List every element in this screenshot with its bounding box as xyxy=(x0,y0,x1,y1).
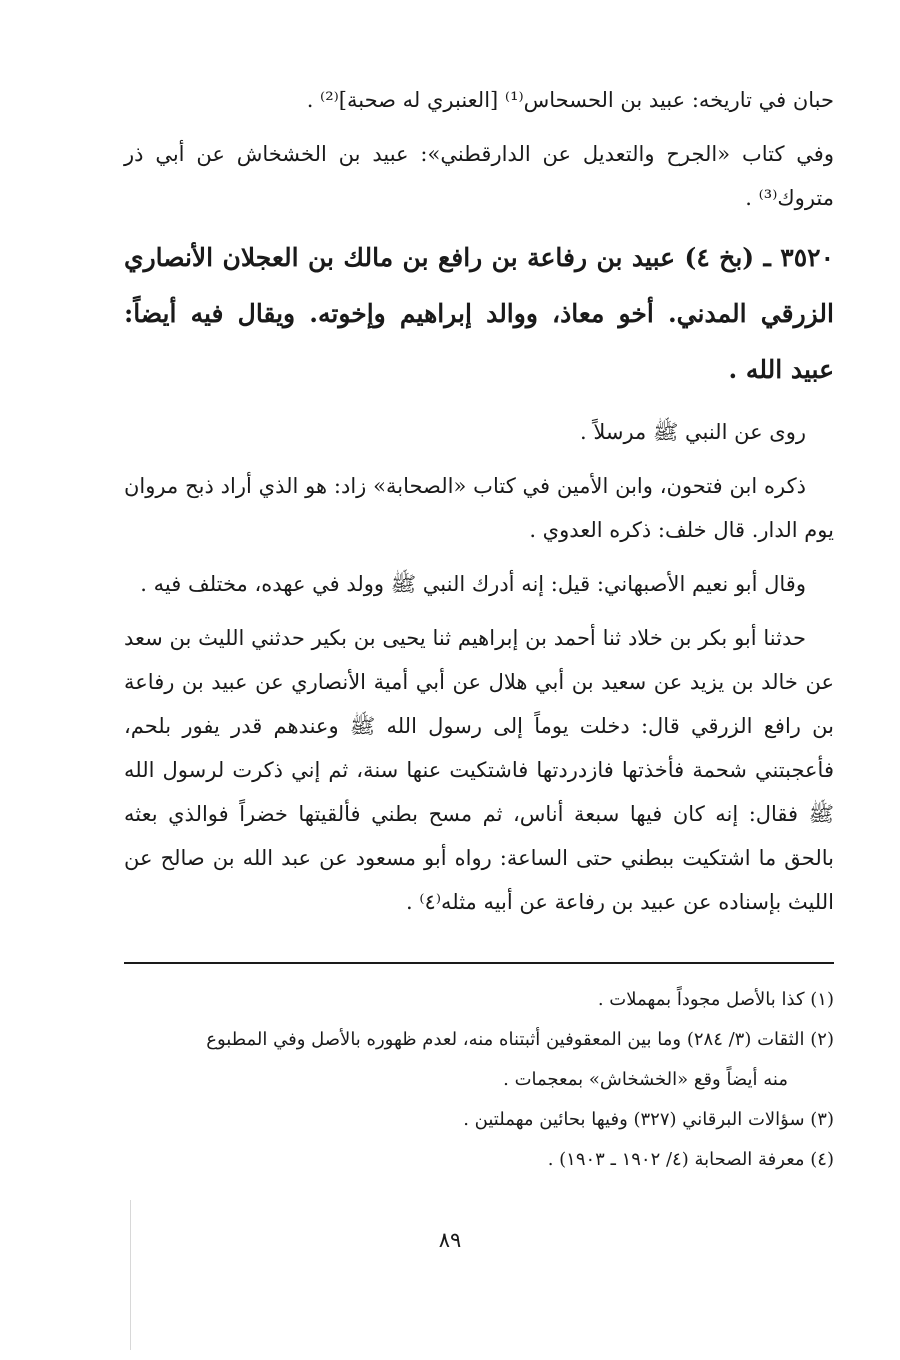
footnote-1: (١) كذا بالأصل مجوداً بمهملات . xyxy=(597,989,834,1010)
scan-edge-line xyxy=(130,1200,131,1350)
entry-heading: ٣٥٢٠ ـ (بخ ٤) عبيد بن رفاعة بن رافع بن مالك بن العجلان الأنصاري الزرقي المدني. أخو معاذ، ووالد إبراهيم وإخوته. ويقال فيه أيضاً: عبيد الله . xyxy=(124,243,835,384)
paragraph-ibn-fathun: ذكره ابن فتحون، وابن الأمين في كتاب «الصحابة» زاد: هو الذي أراد ذبح مروان يوم الدار. قال خلف: ذكره العدوي . xyxy=(124,474,834,542)
paragraph-abu-nuaym: وقال أبو نعيم الأصبهاني: قيل: إنه أدرك النبي ﷺ وولد في عهده، مختلف فيه . xyxy=(140,572,806,596)
page-number: ٨٩ xyxy=(438,1228,462,1252)
paragraph-hibban: حبان في تاريخه: عبيد بن الحسحاس⁽¹⁾ [العنبري له صحبة]⁽²⁾ . xyxy=(306,88,834,112)
paragraph-hadith: حدثنا أبو بكر بن خلاد ثنا أحمد بن إبراهيم ثنا يحيى بن بكير حدثني الليث بن سعد عن خالد بن يزيد عن سعيد بن أبي هلال عن أبي أمية الأنصاري عن عبيد بن رفاعة بن رافع الزرقي قال: دخلت يوماً إلى رسول الله ﷺ وعندهم قدر يفور بلحم، فأعجبتني شحمة فأخذتها فازدردتها فاشتكيت عنها سنة، ثم إني ذكرت لرسول الله ﷺ فقال: إنه كان فيها سبعة أناس، ثم مسح بطني فألقيتها خضراً فوالذي بعثه بالحق ما اشتكيت ببطني حتى الساعة: رواه أبو مسعود عن عبد الله بن صالح عن الليث بإسناده عن عبيد بن رفاعة عن أبيه مثله⁽٤⁾ . xyxy=(124,626,834,914)
paragraph-jarh-tadil: وفي كتاب «الجرح والتعديل عن الدارقطني»: عبيد بن الخشخاش عن أبي ذر متروك⁽³⁾ . xyxy=(124,142,834,210)
footnote-2-continued: منه أيضاً وقع «الخشخاش» بمعجمات . xyxy=(503,1069,788,1090)
main-text xyxy=(124,78,834,934)
footnote-divider xyxy=(124,962,834,964)
footnote-2: (٢) الثقات (٣/ ٢٨٤) وما بين المعقوفين أثبتناه منه، لعدم ظهوره بالأصل وفي المطبوع xyxy=(206,1029,834,1050)
paragraph-narration: روى عن النبي ﷺ مرسلاً . xyxy=(579,420,806,444)
footnote-3: (٣) سؤالات البرقاني (٣٢٧) وفيها بحائين مهملتين . xyxy=(463,1109,834,1130)
footnote-4: (٤) معرفة الصحابة (٤/ ١٩٠٢ ـ ١٩٠٣) . xyxy=(547,1149,834,1170)
footnotes xyxy=(124,980,834,1180)
